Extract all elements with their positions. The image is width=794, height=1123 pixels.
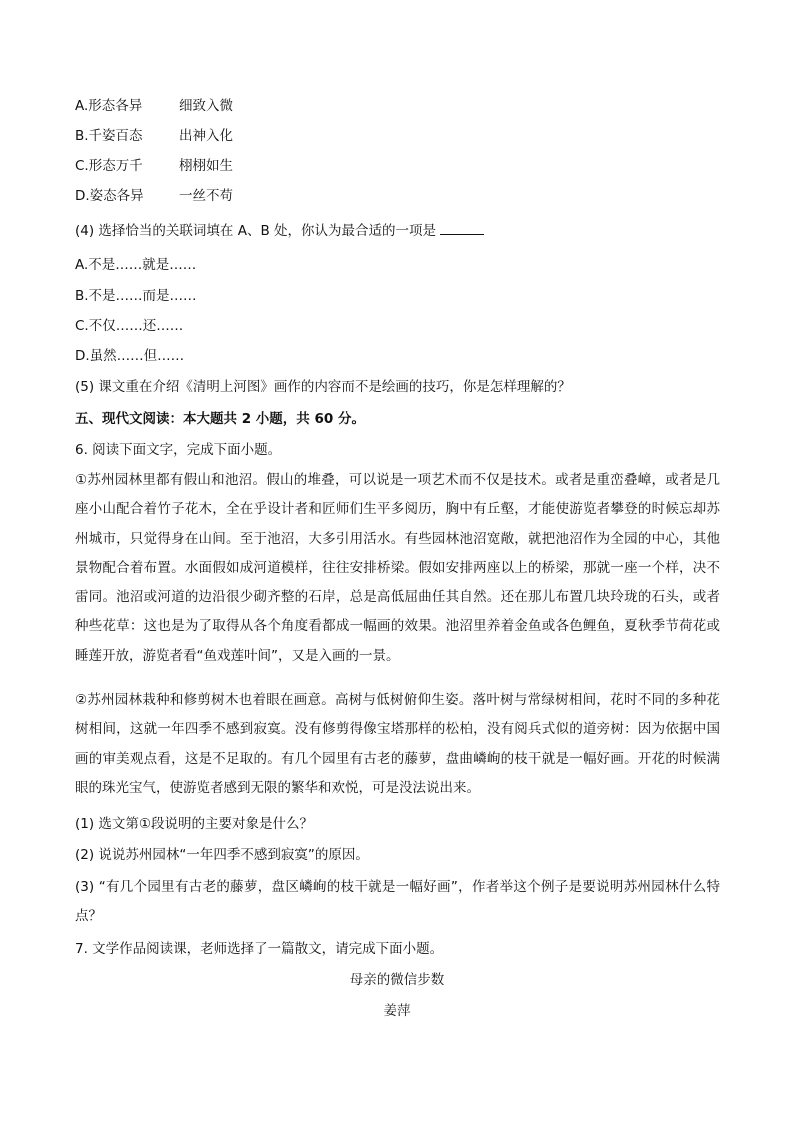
essay-author: 姜萍 [383,1003,411,1019]
answer-blank [440,221,484,235]
q6-intro: 6. 阅读下面文字，完成下面小题。 [75,442,282,458]
q4-option-b: B.不是……而是…… [75,288,197,304]
q3-option-b: B.千姿百态 出神入化 [75,128,233,144]
q6-paragraph-1: ①苏州园林里都有假山和池沼。假山的堆叠，可以说是一项艺术而不仅是技术。或者是重峦叠嶂，或者是几座小山配合着竹子花木，全在乎设计者和匠师们生平多阅历，胸中有丘壑，才能使游览者攀登的时候忘却苏州城市，只觉得身在山间。至于池沼，大多引用活水。有些园林池沼宽敞，就把池沼作为全园的中心，其他景物配合着布置。水面假如成河道模样，往往安排桥梁。假如安排两座以上的桥梁，那就一座一个样，决不雷同。池沼或河道的边沿很少砌齐整的石岸，总是高低屈曲任其自然。还在那儿布置几块玲珑的石头，或者种些花草：这也是为了取得从各个角度看都成一幅画的效果。池沼里养着金鱼或各色鲤鱼，夏秋季节荷花或睡莲开放，游览者看“鱼戏莲叶间”，又是入画的一景。 [75,472,720,664]
q4-option-d: D.虽然……但…… [75,348,185,364]
q4-stem: (4) 选择恰当的关联词填在 A、B 处，你认为最合适的一项是 [75,221,484,241]
section5-header: 五、现代文阅读：本大题共 2 小题，共 60 分。 [75,411,365,427]
q7-intro: 7. 文学作品阅读课，老师选择了一篇散文，请完成下面小题。 [75,941,444,957]
q6-paragraph-2: ②苏州园林栽种和修剪树木也着眼在画意。高树与低树俯仰生姿。落叶树与常绿树相间，花时不同的多种花树相间，这就一年四季不感到寂寞。没有修剪得像宝塔那样的松柏，没有阅兵式似的道旁树：因为依据中国画的审美观点看，这是不足取的。有几个园里有古老的藤萝，盘曲嶙峋的枝干就是一幅好画。开花的时候满眼的珠光宝气，使游览者感到无限的繁华和欢悦，可是没法说出来。 [75,692,720,796]
q6-sub-question-1: (1) 选文第①段说明的主要对象是什么？ [75,816,314,832]
q6-sub-question-2: (2) 说说苏州园林“一年四季不感到寂寞”的原因。 [75,847,369,863]
q5-question: (5) 课文重在介绍《清明上河图》画作的内容而不是绘画的技巧，你是怎样理解的？ [75,379,571,395]
essay-title: 母亲的微信步数 [349,972,445,988]
q3-option-c: C.形态万千 栩栩如生 [75,158,233,174]
q4-option-a: A.不是……就是…… [75,257,197,273]
q4-option-c: C.不仅……还…… [75,318,184,334]
q3-option-a: A.形态各异 细致入微 [75,98,233,114]
q6-sub-question-3: (3) “有几个园里有古老的藤萝，盘区嶙峋的枝干就是一幅好画”，作者举这个例子是要说明苏州园林什么特点？ [75,879,720,925]
q3-option-d: D.姿态各异 一丝不苟 [75,188,233,204]
